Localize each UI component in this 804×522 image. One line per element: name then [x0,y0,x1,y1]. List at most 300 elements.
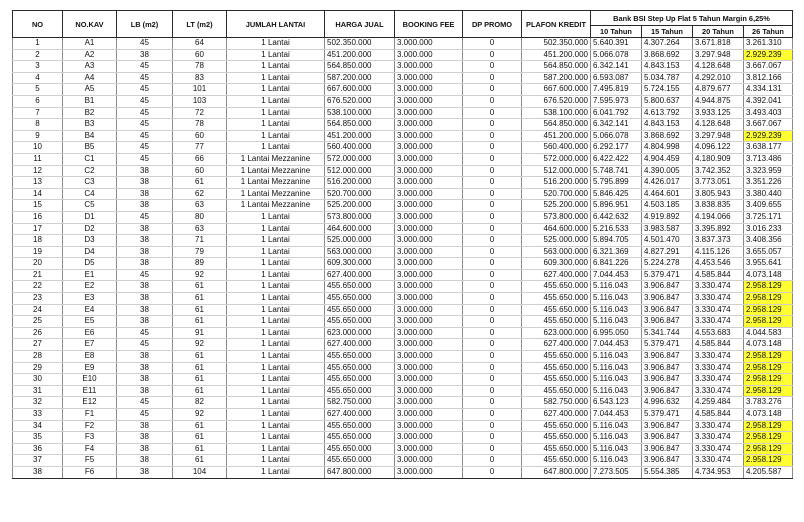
cell-15-tahun: 4.307.264 [642,38,693,50]
cell-lb: 38 [117,432,173,444]
cell-10-tahun: 7.273.505 [591,466,642,478]
cell-10-tahun: 7.044.453 [591,269,642,281]
cell-dp-promo: 0 [463,409,522,421]
cell-20-tahun: 4.115.126 [693,246,744,258]
cell-kav: E7 [63,339,117,351]
cell-15-tahun: 3.906.847 [642,420,693,432]
cell-26-tahun: 3.016.233 [744,223,793,235]
cell-plafon-kredit: 587.200.000 [522,72,591,84]
cell-harga-jual: 455.650.000 [325,443,395,455]
cell-lt: 63 [173,200,227,212]
cell-jumlah-lantai: 1 Lantai Mezzanine [227,177,325,189]
cell-jumlah-lantai: 1 Lantai [227,61,325,73]
cell-dp-promo: 0 [463,38,522,50]
cell-lb: 45 [117,119,173,131]
table-row [13,72,793,84]
cell-20-tahun: 3.933.125 [693,107,744,119]
cell-no: 9 [13,130,63,142]
cell-no: 23 [13,293,63,305]
cell-dp-promo: 0 [463,72,522,84]
cell-no: 37 [13,455,63,467]
cell-harga-jual: 627.400.000 [325,339,395,351]
header-bank-group: Bank BSI Step Up Flat 5 Tahun Margin 6,25% [591,11,793,26]
table-row [13,362,793,374]
cell-lt: 78 [173,119,227,131]
cell-dp-promo: 0 [463,362,522,374]
cell-harga-jual: 676.520.000 [325,95,395,107]
cell-26-tahun: 2.958.129 [744,432,793,444]
cell-harga-jual: 609.300.000 [325,258,395,270]
cell-booking-fee: 3.000.000 [395,200,463,212]
cell-lb: 38 [117,177,173,189]
cell-10-tahun: 5.116.043 [591,443,642,455]
cell-15-tahun: 4.827.291 [642,246,693,258]
cell-20-tahun: 4.879.677 [693,84,744,96]
cell-lt: 80 [173,211,227,223]
cell-26-tahun: 2.958.129 [744,316,793,328]
table-row [13,385,793,397]
cell-26-tahun: 4.392.041 [744,95,793,107]
cell-26-tahun: 3.408.356 [744,235,793,247]
table-row [13,443,793,455]
cell-10-tahun: 6.442.632 [591,211,642,223]
table-row [13,409,793,421]
cell-jumlah-lantai: 1 Lantai [227,316,325,328]
cell-plafon-kredit: 627.400.000 [522,409,591,421]
cell-15-tahun: 3.906.847 [642,443,693,455]
cell-15-tahun: 3.906.847 [642,293,693,305]
header-lb: LB (m2) [117,11,173,38]
cell-10-tahun: 5.116.043 [591,281,642,293]
table-row [13,119,793,131]
cell-booking-fee: 3.000.000 [395,119,463,131]
cell-dp-promo: 0 [463,316,522,328]
cell-dp-promo: 0 [463,420,522,432]
cell-dp-promo: 0 [463,455,522,467]
cell-plafon-kredit: 573.800.000 [522,211,591,223]
cell-dp-promo: 0 [463,351,522,363]
cell-10-tahun: 5.116.043 [591,351,642,363]
cell-no: 14 [13,188,63,200]
cell-harga-jual: 525.200.000 [325,200,395,212]
table-body [13,38,793,479]
cell-26-tahun: 2.958.129 [744,293,793,305]
cell-lt: 61 [173,351,227,363]
cell-jumlah-lantai: 1 Lantai [227,258,325,270]
cell-15-tahun: 4.426.017 [642,177,693,189]
cell-booking-fee: 3.000.000 [395,385,463,397]
cell-dp-promo: 0 [463,130,522,142]
table-row [13,142,793,154]
cell-dp-promo: 0 [463,95,522,107]
cell-booking-fee: 3.000.000 [395,374,463,386]
cell-lb: 38 [117,258,173,270]
cell-15-tahun: 5.341.744 [642,327,693,339]
table-row [13,38,793,50]
cell-lt: 61 [173,281,227,293]
cell-dp-promo: 0 [463,165,522,177]
cell-20-tahun: 3.330.474 [693,374,744,386]
cell-dp-promo: 0 [463,385,522,397]
table-row [13,223,793,235]
cell-plafon-kredit: 455.650.000 [522,316,591,328]
cell-26-tahun: 2.958.129 [744,351,793,363]
cell-booking-fee: 3.000.000 [395,61,463,73]
cell-plafon-kredit: 455.650.000 [522,351,591,363]
cell-20-tahun: 3.330.474 [693,281,744,293]
header-booking-fee: BOOKING FEE [395,11,463,38]
table-row [13,211,793,223]
cell-10-tahun: 5.116.043 [591,316,642,328]
cell-harga-jual: 455.650.000 [325,281,395,293]
cell-26-tahun: 3.638.177 [744,142,793,154]
cell-plafon-kredit: 627.400.000 [522,339,591,351]
cell-booking-fee: 3.000.000 [395,246,463,258]
cell-booking-fee: 3.000.000 [395,281,463,293]
cell-15-tahun: 4.996.632 [642,397,693,409]
cell-15-tahun: 4.804.998 [642,142,693,154]
cell-dp-promo: 0 [463,327,522,339]
cell-10-tahun: 5.116.043 [591,385,642,397]
table-row [13,420,793,432]
cell-plafon-kredit: 667.600.000 [522,84,591,96]
cell-kav: F2 [63,420,117,432]
cell-lb: 38 [117,316,173,328]
cell-lb: 38 [117,223,173,235]
cell-lt: 60 [173,130,227,142]
cell-kav: A5 [63,84,117,96]
cell-lb: 38 [117,165,173,177]
cell-26-tahun: 2.958.129 [744,374,793,386]
cell-kav: C1 [63,153,117,165]
cell-kav: F6 [63,466,117,478]
cell-no: 11 [13,153,63,165]
cell-no: 8 [13,119,63,131]
cell-dp-promo: 0 [463,177,522,189]
cell-dp-promo: 0 [463,281,522,293]
cell-26-tahun: 3.380.440 [744,188,793,200]
cell-no: 10 [13,142,63,154]
cell-20-tahun: 3.330.474 [693,293,744,305]
cell-booking-fee: 3.000.000 [395,72,463,84]
cell-15-tahun: 5.800.637 [642,95,693,107]
cell-no: 22 [13,281,63,293]
cell-10-tahun: 7.495.819 [591,84,642,96]
table-row [13,466,793,478]
cell-15-tahun: 5.554.385 [642,466,693,478]
cell-10-tahun: 6.321.369 [591,246,642,258]
cell-booking-fee: 3.000.000 [395,351,463,363]
cell-dp-promo: 0 [463,258,522,270]
cell-harga-jual: 512.000.000 [325,165,395,177]
cell-26-tahun: 3.409.655 [744,200,793,212]
cell-no: 27 [13,339,63,351]
cell-dp-promo: 0 [463,397,522,409]
cell-plafon-kredit: 676.520.000 [522,95,591,107]
cell-kav: E4 [63,304,117,316]
cell-20-tahun: 3.773.051 [693,177,744,189]
cell-booking-fee: 3.000.000 [395,211,463,223]
table-row [13,339,793,351]
cell-no: 5 [13,84,63,96]
cell-kav: B1 [63,95,117,107]
cell-harga-jual: 587.200.000 [325,72,395,84]
cell-dp-promo: 0 [463,269,522,281]
cell-20-tahun: 4.259.484 [693,397,744,409]
table-row [13,235,793,247]
cell-no: 19 [13,246,63,258]
cell-no: 21 [13,269,63,281]
cell-15-tahun: 4.919.892 [642,211,693,223]
cell-booking-fee: 3.000.000 [395,269,463,281]
cell-harga-jual: 627.400.000 [325,409,395,421]
cell-kav: D1 [63,211,117,223]
cell-15-tahun: 3.906.847 [642,304,693,316]
cell-15-tahun: 3.906.847 [642,316,693,328]
cell-26-tahun: 4.044.583 [744,327,793,339]
table-row [13,200,793,212]
cell-lt: 61 [173,316,227,328]
cell-dp-promo: 0 [463,49,522,61]
cell-harga-jual: 455.650.000 [325,362,395,374]
cell-26-tahun: 2.958.129 [744,385,793,397]
cell-kav: E1 [63,269,117,281]
cell-kav: E11 [63,385,117,397]
cell-dp-promo: 0 [463,142,522,154]
cell-lb: 38 [117,293,173,305]
cell-10-tahun: 5.116.043 [591,420,642,432]
cell-10-tahun: 6.543.123 [591,397,642,409]
cell-dp-promo: 0 [463,188,522,200]
cell-kav: E9 [63,362,117,374]
cell-10-tahun: 5.116.043 [591,455,642,467]
cell-10-tahun: 7.044.453 [591,339,642,351]
cell-lt: 104 [173,466,227,478]
table-row [13,188,793,200]
header-26-tahun: 26 Tahun [744,26,793,38]
cell-lt: 103 [173,95,227,107]
cell-kav: B4 [63,130,117,142]
cell-jumlah-lantai: 1 Lantai [227,362,325,374]
cell-kav: B3 [63,119,117,131]
cell-lb: 45 [117,211,173,223]
cell-26-tahun: 3.667.067 [744,61,793,73]
cell-10-tahun: 6.995.050 [591,327,642,339]
cell-15-tahun: 5.379.471 [642,409,693,421]
cell-20-tahun: 4.553.683 [693,327,744,339]
cell-no: 4 [13,72,63,84]
cell-lt: 91 [173,327,227,339]
cell-lb: 38 [117,281,173,293]
table-row [13,107,793,119]
cell-lb: 38 [117,49,173,61]
cell-booking-fee: 3.000.000 [395,432,463,444]
cell-dp-promo: 0 [463,211,522,223]
header-dp-promo: DP PROMO [463,11,522,38]
cell-lt: 63 [173,223,227,235]
cell-harga-jual: 564.850.000 [325,119,395,131]
cell-26-tahun: 4.073.148 [744,409,793,421]
cell-kav: B5 [63,142,117,154]
cell-lt: 83 [173,72,227,84]
cell-20-tahun: 4.096.122 [693,142,744,154]
header-jumlah-lantai: JUMLAH LANTAI [227,11,325,38]
cell-lb: 45 [117,339,173,351]
cell-lb: 38 [117,188,173,200]
cell-kav: E6 [63,327,117,339]
cell-jumlah-lantai: 1 Lantai Mezzanine [227,153,325,165]
cell-26-tahun: 2.958.129 [744,281,793,293]
cell-20-tahun: 3.330.474 [693,316,744,328]
table-row [13,316,793,328]
cell-harga-jual: 572.000.000 [325,153,395,165]
cell-20-tahun: 3.395.892 [693,223,744,235]
cell-lb: 38 [117,455,173,467]
cell-harga-jual: 582.750.000 [325,397,395,409]
table-row [13,455,793,467]
cell-kav: F1 [63,409,117,421]
cell-20-tahun: 3.330.474 [693,304,744,316]
cell-15-tahun: 5.379.471 [642,339,693,351]
cell-dp-promo: 0 [463,339,522,351]
cell-15-tahun: 3.906.847 [642,351,693,363]
cell-lb: 38 [117,351,173,363]
cell-booking-fee: 3.000.000 [395,223,463,235]
cell-20-tahun: 3.330.474 [693,362,744,374]
cell-15-tahun: 5.379.471 [642,269,693,281]
cell-10-tahun: 5.748.741 [591,165,642,177]
cell-lb: 38 [117,246,173,258]
cell-harga-jual: 627.400.000 [325,269,395,281]
cell-dp-promo: 0 [463,84,522,96]
table-row [13,293,793,305]
cell-lt: 61 [173,374,227,386]
cell-no: 31 [13,385,63,397]
cell-20-tahun: 3.330.474 [693,455,744,467]
cell-15-tahun: 3.906.847 [642,385,693,397]
cell-jumlah-lantai: 1 Lantai [227,385,325,397]
table-row [13,351,793,363]
table-row [13,130,793,142]
cell-plafon-kredit: 538.100.000 [522,107,591,119]
cell-15-tahun: 4.904.459 [642,153,693,165]
cell-booking-fee: 3.000.000 [395,188,463,200]
cell-lb: 38 [117,385,173,397]
cell-plafon-kredit: 560.400.000 [522,142,591,154]
cell-plafon-kredit: 564.850.000 [522,61,591,73]
cell-no: 34 [13,420,63,432]
cell-booking-fee: 3.000.000 [395,316,463,328]
cell-20-tahun: 4.292.010 [693,72,744,84]
cell-lt: 61 [173,455,227,467]
cell-lt: 66 [173,153,227,165]
cell-20-tahun: 3.330.474 [693,351,744,363]
cell-lb: 45 [117,130,173,142]
cell-26-tahun: 3.493.403 [744,107,793,119]
cell-plafon-kredit: 520.700.000 [522,188,591,200]
header-plafon-kredit: PLAFON KREDIT [522,11,591,38]
cell-harga-jual: 564.850.000 [325,61,395,73]
cell-26-tahun: 3.655.057 [744,246,793,258]
cell-jumlah-lantai: 1 Lantai [227,351,325,363]
cell-lt: 92 [173,269,227,281]
cell-jumlah-lantai: 1 Lantai [227,142,325,154]
cell-no: 13 [13,177,63,189]
cell-kav: C3 [63,177,117,189]
cell-plafon-kredit: 455.650.000 [522,362,591,374]
cell-plafon-kredit: 512.000.000 [522,165,591,177]
cell-no: 1 [13,38,63,50]
cell-20-tahun: 4.585.844 [693,339,744,351]
cell-dp-promo: 0 [463,293,522,305]
cell-15-tahun: 5.034.787 [642,72,693,84]
header-10-tahun: 10 Tahun [591,26,642,38]
cell-20-tahun: 4.180.909 [693,153,744,165]
cell-no: 2 [13,49,63,61]
cell-26-tahun: 3.783.276 [744,397,793,409]
cell-jumlah-lantai: 1 Lantai [227,269,325,281]
cell-lb: 38 [117,420,173,432]
cell-harga-jual: 560.400.000 [325,142,395,154]
cell-lt: 61 [173,443,227,455]
cell-20-tahun: 3.805.943 [693,188,744,200]
cell-15-tahun: 3.906.847 [642,432,693,444]
cell-lb: 38 [117,374,173,386]
cell-15-tahun: 3.906.847 [642,374,693,386]
cell-booking-fee: 3.000.000 [395,153,463,165]
cell-jumlah-lantai: 1 Lantai [227,304,325,316]
cell-26-tahun: 3.351.226 [744,177,793,189]
cell-lt: 62 [173,188,227,200]
table-row [13,177,793,189]
cell-lb: 45 [117,327,173,339]
cell-lt: 77 [173,142,227,154]
table-row [13,84,793,96]
cell-harga-jual: 647.800.000 [325,466,395,478]
cell-20-tahun: 3.671.818 [693,38,744,50]
cell-lb: 38 [117,200,173,212]
cell-dp-promo: 0 [463,374,522,386]
cell-booking-fee: 3.000.000 [395,304,463,316]
cell-20-tahun: 3.837.373 [693,235,744,247]
cell-26-tahun: 3.323.959 [744,165,793,177]
cell-lt: 61 [173,293,227,305]
cell-harga-jual: 520.700.000 [325,188,395,200]
cell-harga-jual: 451.200.000 [325,49,395,61]
cell-booking-fee: 3.000.000 [395,466,463,478]
cell-jumlah-lantai: 1 Lantai Mezzanine [227,200,325,212]
cell-jumlah-lantai: 1 Lantai [227,38,325,50]
cell-20-tahun: 4.734.953 [693,466,744,478]
cell-harga-jual: 538.100.000 [325,107,395,119]
cell-10-tahun: 7.044.453 [591,409,642,421]
cell-harga-jual: 455.650.000 [325,432,395,444]
cell-10-tahun: 5.116.043 [591,304,642,316]
cell-26-tahun: 3.667.067 [744,119,793,131]
cell-lt: 61 [173,177,227,189]
cell-booking-fee: 3.000.000 [395,38,463,50]
cell-kav: D3 [63,235,117,247]
table-row [13,374,793,386]
cell-26-tahun: 3.713.486 [744,153,793,165]
table-row [13,61,793,73]
cell-10-tahun: 5.066.078 [591,130,642,142]
cell-lt: 101 [173,84,227,96]
cell-26-tahun: 3.261.310 [744,38,793,50]
cell-10-tahun: 5.216.533 [591,223,642,235]
cell-booking-fee: 3.000.000 [395,95,463,107]
cell-10-tahun: 5.116.043 [591,362,642,374]
